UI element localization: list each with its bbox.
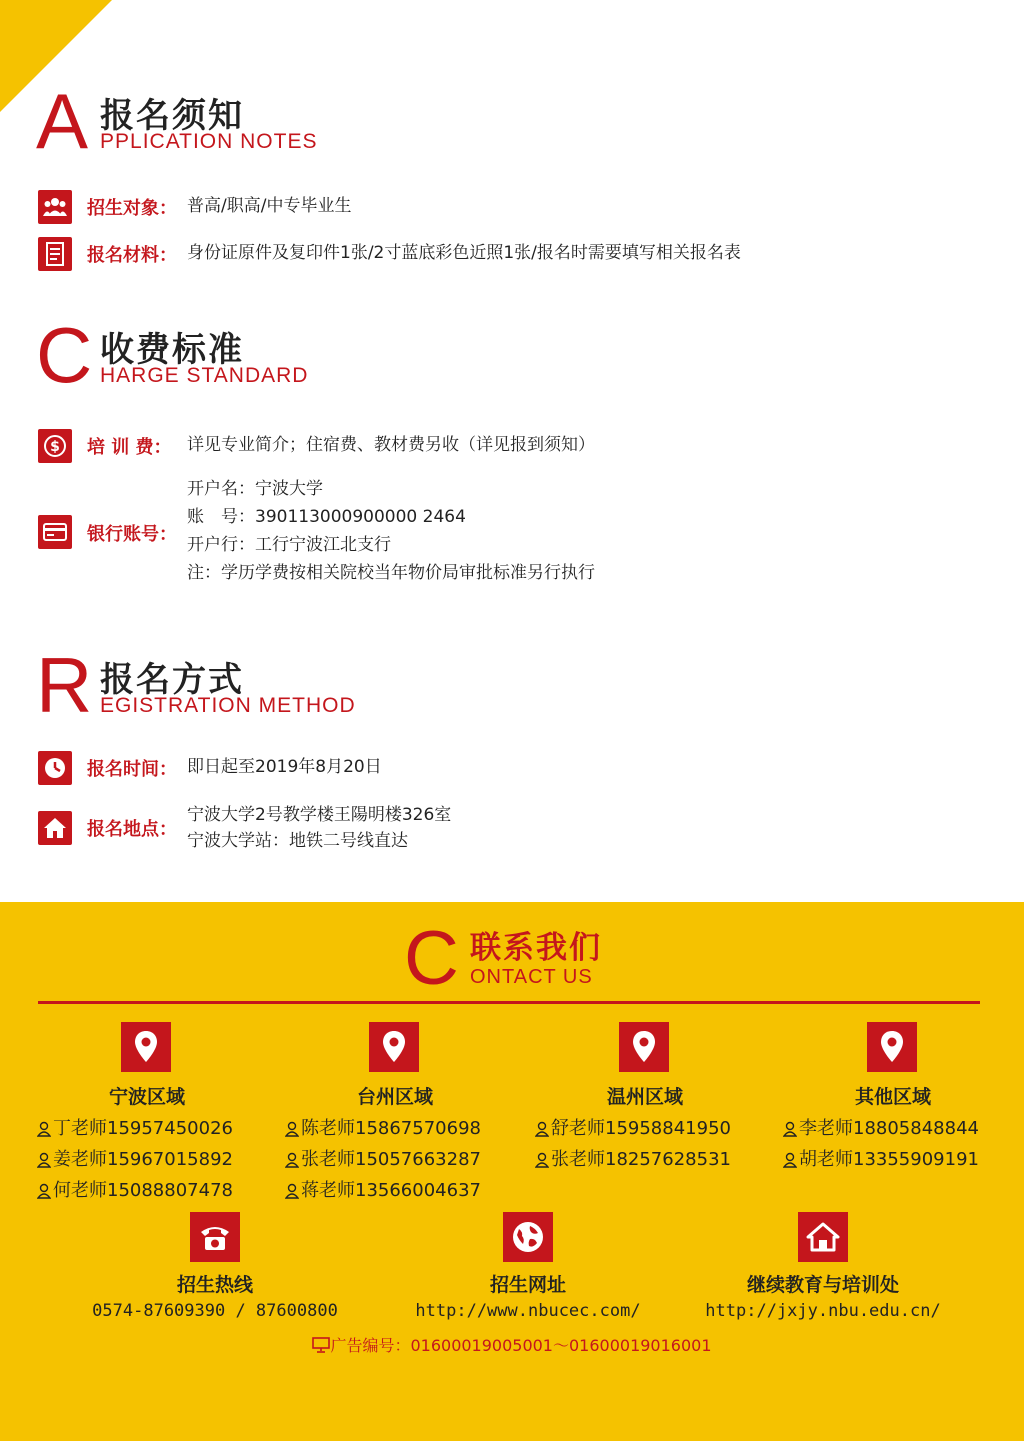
phone-text: 张老师15057663287 [301,1149,481,1170]
place-line-1: 宁波大学2号教学楼王陽明楼326室 [187,805,452,825]
label-bank-account: 银行账号： [87,524,177,545]
section-title-zh: 报名须知 [100,96,244,136]
label-training-fee: 培 训 费： [87,437,172,458]
globe-icon [503,1212,553,1262]
contact-divider [38,1001,980,1004]
location-pin-icon [867,1022,917,1072]
section-header-contact [404,916,664,1001]
phone-text: 丁老师15957450026 [53,1118,233,1139]
group-people-icon [38,190,72,224]
telephone-icon [190,1212,240,1262]
clock-icon [38,751,72,785]
bank-line-number: 账 号：390113000900000 2464 [187,507,466,527]
region-name: 温州区域 [606,1086,683,1108]
value-training-fee: 详见专业简介；住宿费、教材费另收（详见报到须知） [187,435,595,455]
location-pin-icon [121,1022,171,1072]
big-letter-c-contact: C [404,916,459,1001]
phone-item [535,1145,731,1171]
bank-line-note: 注：学历学费按相关院校当年物价局审批标准另行执行 [187,563,595,583]
bank-card-icon [38,515,72,549]
location-pin-icon [369,1022,419,1072]
big-letter-r: R [36,641,93,729]
ad-number [0,1333,1024,1356]
hotline-value: 0574-87609390 / 87600800 [92,1301,338,1321]
location-pin-icon [619,1022,669,1072]
bank-line-name: 开户名：宁波大学 [187,479,323,499]
document-icon [38,237,72,271]
ad-number-text: 广告编号：01600019005001～01600019016001 [330,1336,712,1355]
phone-item [535,1114,731,1140]
website-title: 招生网址 [489,1274,566,1296]
value-reg-time: 即日起至2019年8月20日 [187,757,382,777]
phone-text: 张老师18257628531 [551,1149,731,1170]
phone-text: 舒老师15958841950 [551,1118,731,1139]
phone-item [37,1114,233,1140]
phone-text: 陈老师15867570698 [301,1118,481,1139]
office-block [673,1212,973,1321]
phone-item [37,1145,233,1171]
phone-item [783,1114,979,1140]
section-title-zh: 收费标准 [100,330,244,370]
section-title-en: PPLICATION NOTES [100,130,318,153]
big-letter-a: A [36,77,89,165]
svg-text:$: $ [50,439,60,455]
money-icon [38,429,72,463]
house-icon [798,1212,848,1262]
office-link[interactable]: http://jxjy.nbu.edu.cn/ [705,1301,941,1321]
phone-item [285,1114,481,1140]
region-name: 台州区域 [356,1086,433,1108]
contact-title-zh: 联系我们 [470,930,602,966]
contact-title-en: ONTACT US [470,966,593,988]
big-letter-c: C [36,311,93,399]
hotline-title: 招生热线 [176,1274,253,1296]
value-materials: 身份证原件及复印件1张/2寸蓝底彩色近照1张/报名时需要填写相关报名表 [187,243,741,263]
section-title-en: HARGE STANDARD [100,364,309,387]
phone-text: 何老师15088807478 [53,1180,233,1201]
bank-line-branch: 开户行：工行宁波江北支行 [187,535,391,555]
label-materials: 报名材料： [87,245,177,266]
phone-item [37,1176,233,1202]
phone-text: 姜老师15967015892 [53,1149,233,1170]
phone-text: 李老师18805848844 [799,1118,979,1139]
monitor-icon [312,1337,330,1353]
region-name: 其他区域 [854,1086,931,1108]
home-icon [38,811,72,845]
website-block [378,1212,678,1321]
label-reg-time: 报名时间： [87,759,177,780]
phone-item [783,1145,979,1171]
region-name: 宁波区域 [108,1086,185,1108]
value-enroll-target: 普高/职高/中专毕业生 [187,196,352,216]
phone-item [285,1145,481,1171]
website-link[interactable]: http://www.nbucec.com/ [415,1301,641,1321]
label-enroll-target: 招生对象： [87,198,177,219]
office-title: 继续教育与培训处 [746,1274,899,1296]
place-line-2: 宁波大学站：地铁二号线直达 [187,831,408,851]
section-title-en: EGISTRATION METHOD [100,694,356,717]
label-reg-place: 报名地点： [87,819,177,840]
phone-text: 胡老师13355909191 [799,1149,979,1170]
hotline-block [65,1212,365,1321]
phone-item [285,1176,481,1202]
section-title-zh: 报名方式 [100,660,244,700]
phone-text: 蒋老师13566004637 [301,1180,481,1201]
